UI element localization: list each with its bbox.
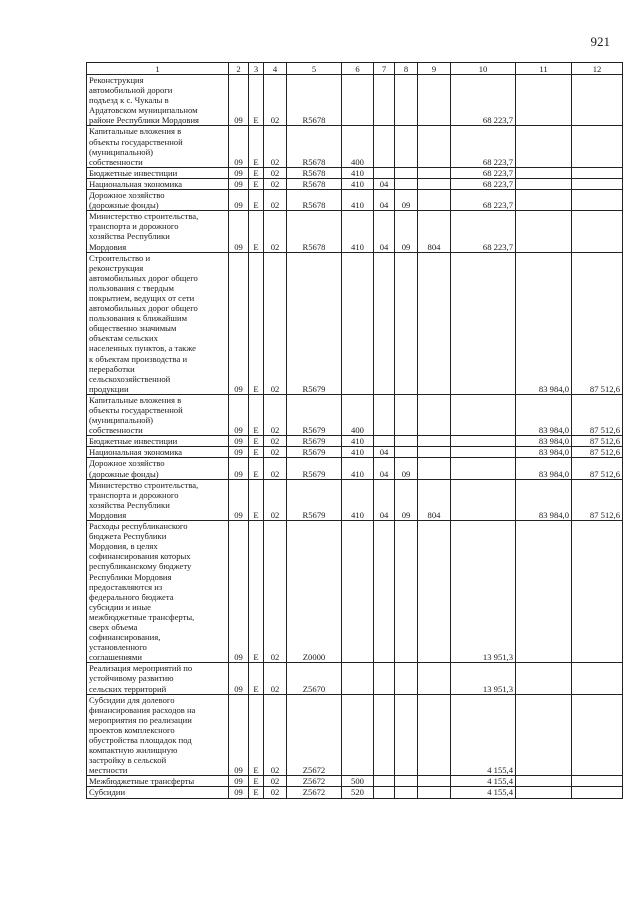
cell-col-6: 410 — [342, 479, 374, 520]
cell-col-9 — [418, 252, 451, 394]
cell-col-10 — [451, 252, 516, 394]
cell-col-5: Z0000 — [287, 521, 342, 663]
table-row — [87, 479, 623, 520]
cell-col-11 — [516, 190, 572, 211]
cell-col-5: R5679 — [287, 447, 342, 458]
table-row — [87, 252, 623, 394]
cell-col-4: 02 — [264, 394, 287, 435]
cell-col-5: Z5672 — [287, 787, 342, 798]
cell-col-10: 68 223,7 — [451, 75, 516, 126]
table-row — [87, 167, 623, 178]
cell-col-12 — [572, 663, 623, 694]
cell-col-12 — [572, 211, 623, 252]
row-name: Субсидии — [87, 787, 229, 798]
cell-col-3: Е — [249, 394, 264, 435]
cell-col-5: R5679 — [287, 436, 342, 447]
cell-col-8 — [395, 436, 418, 447]
cell-col-10: 4 155,4 — [451, 694, 516, 776]
table-row — [87, 694, 623, 776]
cell-col-9 — [418, 178, 451, 189]
cell-col-11 — [516, 211, 572, 252]
cell-col-9 — [418, 776, 451, 787]
cell-col-6 — [342, 663, 374, 694]
cell-col-9 — [418, 521, 451, 663]
cell-col-4: 02 — [264, 211, 287, 252]
table-row — [87, 394, 623, 435]
cell-col-5: R5678 — [287, 75, 342, 126]
cell-col-10: 13 951,3 — [451, 521, 516, 663]
cell-col-5: R5678 — [287, 167, 342, 178]
cell-col-11 — [516, 521, 572, 663]
cell-col-5: R5679 — [287, 394, 342, 435]
cell-col-5: R5679 — [287, 458, 342, 479]
cell-col-4: 02 — [264, 447, 287, 458]
cell-col-6: 410 — [342, 190, 374, 211]
cell-col-4: 02 — [264, 458, 287, 479]
cell-col-6 — [342, 521, 374, 663]
cell-col-10: 13 951,3 — [451, 663, 516, 694]
cell-col-12 — [572, 178, 623, 189]
cell-col-8 — [395, 447, 418, 458]
cell-col-11 — [516, 663, 572, 694]
table-row — [87, 521, 623, 663]
cell-col-11: 83 984,0 — [516, 458, 572, 479]
cell-col-4: 02 — [264, 787, 287, 798]
cell-col-4: 02 — [264, 436, 287, 447]
cell-col-2: 09 — [229, 787, 249, 798]
cell-col-3: Е — [249, 458, 264, 479]
header-col-11: 11 — [516, 63, 572, 75]
cell-col-6: 410 — [342, 447, 374, 458]
cell-col-10: 68 223,7 — [451, 126, 516, 167]
cell-col-12 — [572, 694, 623, 776]
table-row — [87, 211, 623, 252]
cell-col-12 — [572, 75, 623, 126]
cell-col-8: 09 — [395, 458, 418, 479]
cell-col-2: 09 — [229, 776, 249, 787]
header-row — [87, 63, 623, 75]
cell-col-6: 520 — [342, 787, 374, 798]
cell-col-4: 02 — [264, 75, 287, 126]
row-name: Дорожное хозяйство (дорожные фонды) — [87, 190, 229, 211]
cell-col-6: 400 — [342, 394, 374, 435]
cell-col-2: 09 — [229, 126, 249, 167]
cell-col-7 — [374, 167, 395, 178]
header-col-1: 1 — [87, 63, 229, 75]
cell-col-9 — [418, 75, 451, 126]
cell-col-11: 83 984,0 — [516, 447, 572, 458]
cell-col-11: 83 984,0 — [516, 436, 572, 447]
cell-col-3: Е — [249, 663, 264, 694]
cell-col-11 — [516, 787, 572, 798]
cell-col-6: 410 — [342, 178, 374, 189]
cell-col-5: R5678 — [287, 211, 342, 252]
cell-col-9 — [418, 167, 451, 178]
cell-col-12: 87 512,6 — [572, 252, 623, 394]
cell-col-7 — [374, 394, 395, 435]
cell-col-12 — [572, 126, 623, 167]
cell-col-2: 09 — [229, 436, 249, 447]
header-col-6: 6 — [342, 63, 374, 75]
cell-col-4: 02 — [264, 663, 287, 694]
cell-col-3: Е — [249, 211, 264, 252]
cell-col-3: Е — [249, 252, 264, 394]
row-name: Национальная экономика — [87, 178, 229, 189]
cell-col-7: 04 — [374, 447, 395, 458]
cell-col-11 — [516, 178, 572, 189]
table-row — [87, 178, 623, 189]
cell-col-9 — [418, 458, 451, 479]
cell-col-8: 09 — [395, 211, 418, 252]
page-number: 921 — [590, 34, 610, 49]
cell-col-10: 68 223,7 — [451, 167, 516, 178]
cell-col-6: 410 — [342, 167, 374, 178]
cell-col-9 — [418, 787, 451, 798]
cell-col-7: 04 — [374, 458, 395, 479]
cell-col-2: 09 — [229, 694, 249, 776]
table-row — [87, 436, 623, 447]
cell-col-8 — [395, 126, 418, 167]
cell-col-5: Z5672 — [287, 776, 342, 787]
cell-col-11 — [516, 126, 572, 167]
cell-col-2: 09 — [229, 663, 249, 694]
table-row — [87, 126, 623, 167]
cell-col-6: 410 — [342, 458, 374, 479]
cell-col-10 — [451, 479, 516, 520]
cell-col-11 — [516, 694, 572, 776]
cell-col-5: R5679 — [287, 252, 342, 394]
cell-col-10: 4 155,4 — [451, 776, 516, 787]
cell-col-2: 09 — [229, 479, 249, 520]
cell-col-7: 04 — [374, 479, 395, 520]
table-row — [87, 776, 623, 787]
cell-col-6: 410 — [342, 211, 374, 252]
cell-col-3: Е — [249, 447, 264, 458]
cell-col-2: 09 — [229, 178, 249, 189]
cell-col-12: 87 512,6 — [572, 458, 623, 479]
cell-col-11: 83 984,0 — [516, 479, 572, 520]
cell-col-2: 09 — [229, 211, 249, 252]
header-col-4: 4 — [264, 63, 287, 75]
header-col-3: 3 — [249, 63, 264, 75]
row-name: Реализация мероприятий по устойчивому развитию сельских территорий — [87, 663, 229, 694]
cell-col-3: Е — [249, 436, 264, 447]
row-name: Межбюджетные трансферты — [87, 776, 229, 787]
cell-col-3: Е — [249, 479, 264, 520]
cell-col-12: 87 512,6 — [572, 436, 623, 447]
cell-col-7 — [374, 75, 395, 126]
cell-col-7 — [374, 776, 395, 787]
row-name: Субсидии для долевого финансирования расходов на мероприятия по реализации проектов комплексного обустройства площадок под компактную жилищную застройку в сельской местности — [87, 694, 229, 776]
cell-col-2: 09 — [229, 252, 249, 394]
cell-col-9: 804 — [418, 211, 451, 252]
cell-col-8: 09 — [395, 190, 418, 211]
cell-col-7 — [374, 787, 395, 798]
row-name: Реконструкция автомобильной дороги подъезд к с. Чукалы в Ардатовском муниципальном районе Республики Мордовия — [87, 75, 229, 126]
cell-col-10: 68 223,7 — [451, 190, 516, 211]
cell-col-9 — [418, 663, 451, 694]
table-row — [87, 663, 623, 694]
cell-col-4: 02 — [264, 126, 287, 167]
cell-col-3: Е — [249, 167, 264, 178]
header-col-12: 12 — [572, 63, 623, 75]
cell-col-6: 500 — [342, 776, 374, 787]
cell-col-12: 87 512,6 — [572, 447, 623, 458]
cell-col-11 — [516, 167, 572, 178]
header-col-7: 7 — [374, 63, 395, 75]
cell-col-12 — [572, 521, 623, 663]
cell-col-5: Z5670 — [287, 663, 342, 694]
cell-col-8 — [395, 394, 418, 435]
cell-col-7 — [374, 521, 395, 663]
table-row — [87, 787, 623, 798]
cell-col-8 — [395, 252, 418, 394]
cell-col-10: 68 223,7 — [451, 211, 516, 252]
cell-col-2: 09 — [229, 458, 249, 479]
cell-col-5: R5679 — [287, 479, 342, 520]
cell-col-7 — [374, 694, 395, 776]
header-col-9: 9 — [418, 63, 451, 75]
cell-col-8: 09 — [395, 479, 418, 520]
cell-col-12 — [572, 167, 623, 178]
cell-col-7: 04 — [374, 190, 395, 211]
cell-col-12 — [572, 776, 623, 787]
cell-col-10: 68 223,7 — [451, 178, 516, 189]
cell-col-11 — [516, 75, 572, 126]
cell-col-2: 09 — [229, 75, 249, 126]
cell-col-9 — [418, 126, 451, 167]
cell-col-5: R5678 — [287, 178, 342, 189]
cell-col-3: Е — [249, 75, 264, 126]
cell-col-5: R5678 — [287, 126, 342, 167]
header-col-2: 2 — [229, 63, 249, 75]
cell-col-6: 400 — [342, 126, 374, 167]
cell-col-8 — [395, 776, 418, 787]
cell-col-3: Е — [249, 776, 264, 787]
cell-col-4: 02 — [264, 178, 287, 189]
cell-col-6 — [342, 252, 374, 394]
cell-col-9 — [418, 436, 451, 447]
cell-col-2: 09 — [229, 447, 249, 458]
cell-col-12: 87 512,6 — [572, 479, 623, 520]
cell-col-7 — [374, 663, 395, 694]
row-name: Министерство строительства, транспорта и дорожного хозяйства Республики Мордовия — [87, 211, 229, 252]
table-row — [87, 458, 623, 479]
cell-col-4: 02 — [264, 190, 287, 211]
cell-col-9 — [418, 694, 451, 776]
cell-col-7 — [374, 436, 395, 447]
row-name: Министерство строительства, транспорта и дорожного хозяйства Республики Мордовия — [87, 479, 229, 520]
cell-col-9: 804 — [418, 479, 451, 520]
header-col-5: 5 — [287, 63, 342, 75]
table-row — [87, 75, 623, 126]
cell-col-5: R5678 — [287, 190, 342, 211]
cell-col-8 — [395, 167, 418, 178]
cell-col-8 — [395, 75, 418, 126]
row-name: Капитальные вложения в объекты государственной (муниципальной) собственности — [87, 126, 229, 167]
cell-col-8 — [395, 521, 418, 663]
table-row — [87, 190, 623, 211]
row-name: Капитальные вложения в объекты государственной (муниципальной) собственности — [87, 394, 229, 435]
row-name: Строительство и реконструкция автомобильных дорог общего пользования с твердым покрытием, ведущих от сети автомобильных дорог общего пользования к ближайшим общественно значимым объектам сельских населенных пунктов, а также к объектам производства и переработки сельскохозяйственной продукции — [87, 252, 229, 394]
cell-col-6 — [342, 694, 374, 776]
budget-table — [86, 62, 623, 799]
cell-col-10 — [451, 458, 516, 479]
cell-col-12: 87 512,6 — [572, 394, 623, 435]
cell-col-9 — [418, 447, 451, 458]
cell-col-2: 09 — [229, 394, 249, 435]
cell-col-10 — [451, 447, 516, 458]
cell-col-3: Е — [249, 178, 264, 189]
cell-col-7 — [374, 252, 395, 394]
cell-col-2: 09 — [229, 190, 249, 211]
header-col-8: 8 — [395, 63, 418, 75]
cell-col-4: 02 — [264, 521, 287, 663]
cell-col-3: Е — [249, 787, 264, 798]
cell-col-3: Е — [249, 694, 264, 776]
cell-col-8 — [395, 694, 418, 776]
cell-col-10 — [451, 394, 516, 435]
table-body — [87, 75, 623, 799]
cell-col-3: Е — [249, 190, 264, 211]
cell-col-3: Е — [249, 521, 264, 663]
cell-col-5: Z5672 — [287, 694, 342, 776]
cell-col-2: 09 — [229, 167, 249, 178]
cell-col-10: 4 155,4 — [451, 787, 516, 798]
cell-col-4: 02 — [264, 252, 287, 394]
cell-col-8 — [395, 178, 418, 189]
cell-col-9 — [418, 190, 451, 211]
row-name: Бюджетные инвестиции — [87, 167, 229, 178]
row-name: Дорожное хозяйство (дорожные фонды) — [87, 458, 229, 479]
cell-col-4: 02 — [264, 167, 287, 178]
cell-col-6: 410 — [342, 436, 374, 447]
cell-col-7: 04 — [374, 178, 395, 189]
header-col-10: 10 — [451, 63, 516, 75]
cell-col-12 — [572, 190, 623, 211]
cell-col-4: 02 — [264, 479, 287, 520]
cell-col-11 — [516, 776, 572, 787]
table-row — [87, 447, 623, 458]
cell-col-9 — [418, 394, 451, 435]
cell-col-7: 04 — [374, 211, 395, 252]
row-name: Национальная экономика — [87, 447, 229, 458]
cell-col-6 — [342, 75, 374, 126]
cell-col-10 — [451, 436, 516, 447]
cell-col-12 — [572, 787, 623, 798]
cell-col-8 — [395, 787, 418, 798]
cell-col-11: 83 984,0 — [516, 394, 572, 435]
row-name: Бюджетные инвестиции — [87, 436, 229, 447]
cell-col-2: 09 — [229, 521, 249, 663]
cell-col-11: 83 984,0 — [516, 252, 572, 394]
cell-col-8 — [395, 663, 418, 694]
cell-col-4: 02 — [264, 694, 287, 776]
cell-col-3: Е — [249, 126, 264, 167]
cell-col-4: 02 — [264, 776, 287, 787]
cell-col-7 — [374, 126, 395, 167]
row-name: Расходы республиканского бюджета Республики Мордовия, в целях софинансирования которых республиканскому бюджету Республики Мордовия предоставляются из федерального бюджета субсидии и иные межбюджетные трансферты, сверх объема софинансирования, установленного соглашениями — [87, 521, 229, 663]
